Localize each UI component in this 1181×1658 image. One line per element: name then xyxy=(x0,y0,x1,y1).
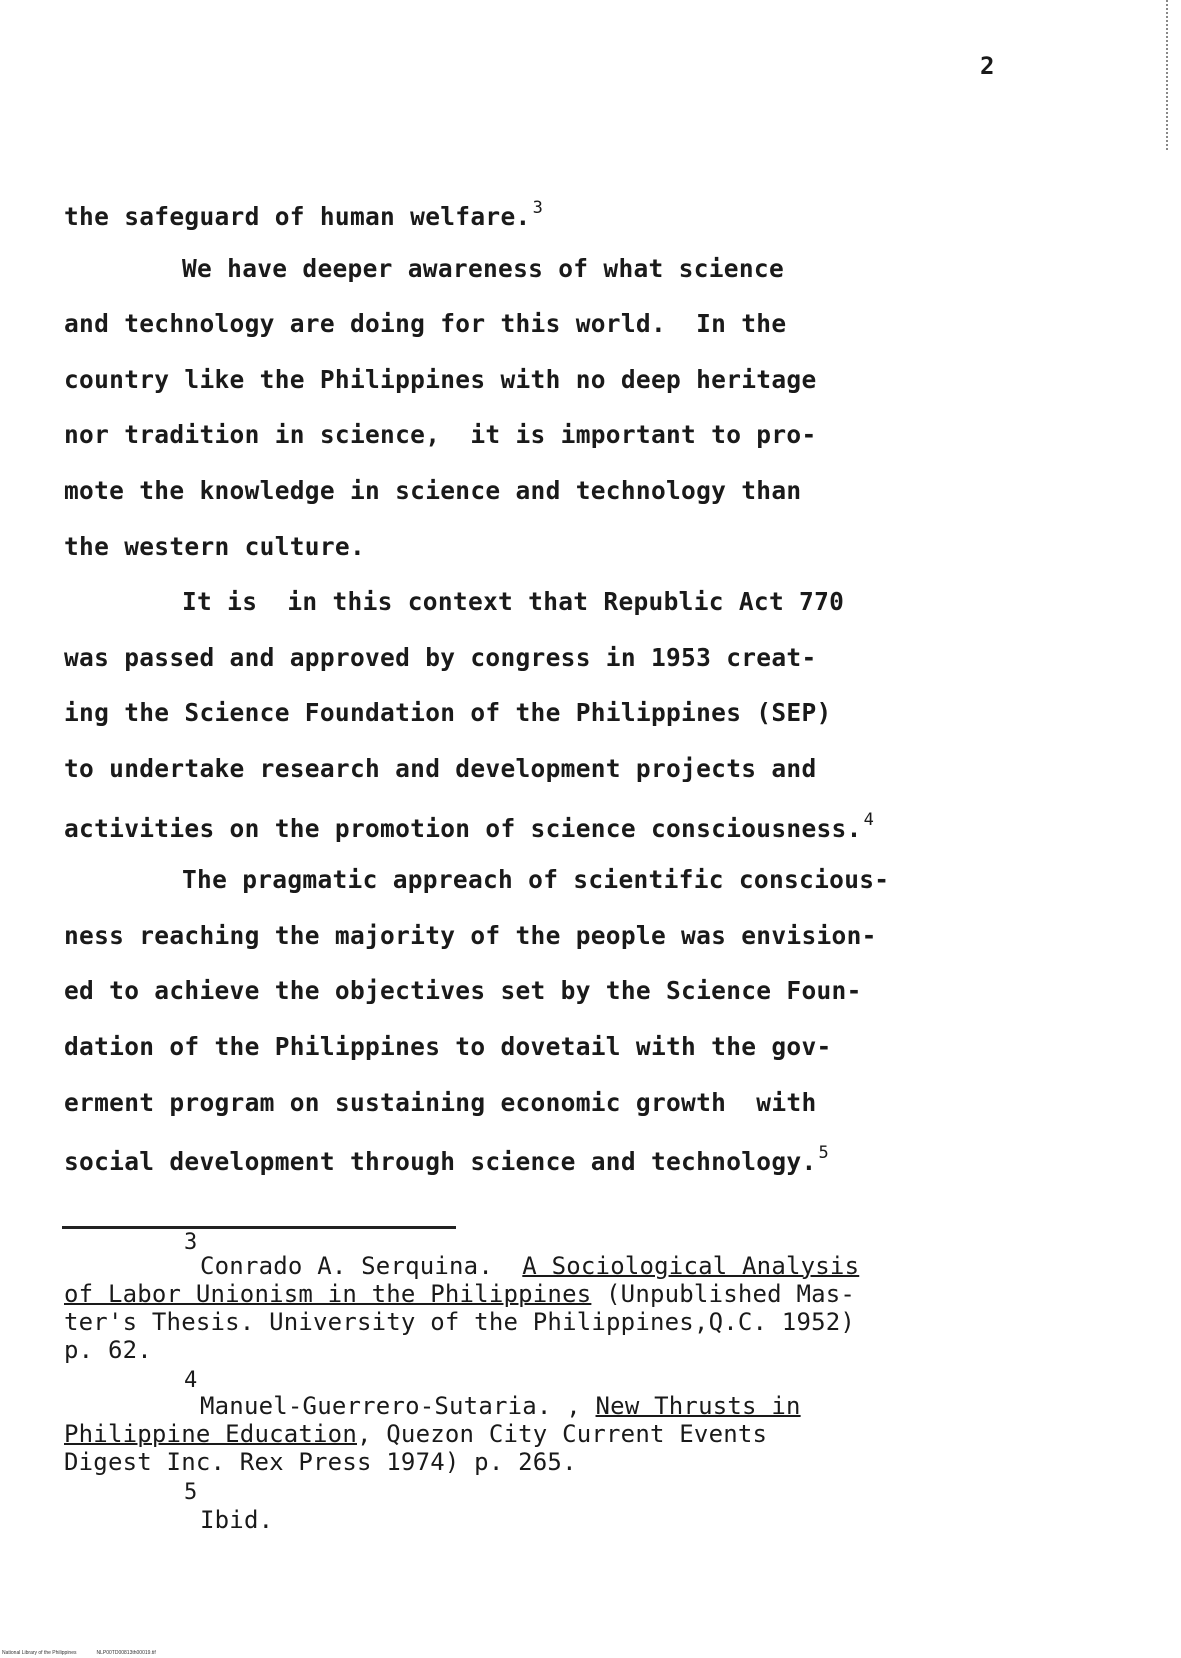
body-line xyxy=(64,1088,817,1117)
body-line-text: The pragmatic appreach of scientific conscious- xyxy=(182,865,890,894)
footnote-line xyxy=(64,1420,767,1448)
body-line-text: ed to achieve the objectives set by the Science Foun- xyxy=(64,976,862,1005)
footnote-title: New Thrusts in xyxy=(595,1392,801,1420)
body-line xyxy=(64,976,862,1005)
body-line xyxy=(64,810,874,843)
body-line xyxy=(182,587,844,616)
footnote-line: Digest Inc. Rex Press 1974) p. 265. xyxy=(64,1448,577,1476)
body-line xyxy=(64,309,786,338)
body-line xyxy=(64,754,817,783)
body-line-text: mote the knowledge in science and technology than xyxy=(64,476,802,505)
body-line xyxy=(64,476,801,505)
body-line xyxy=(64,1143,829,1176)
body-line-text: country like the Philippines with no deep heritage xyxy=(64,365,817,394)
footnote-number: 4 xyxy=(184,1368,198,1393)
body-line xyxy=(64,643,817,672)
body-line-text: social development through science and technology. xyxy=(64,1147,817,1176)
body-line-text: dation of the Philippines to dovetail with the gov- xyxy=(64,1032,832,1061)
body-line-text: We have deeper awareness of what science xyxy=(182,254,785,283)
footnote-title: A Sociological Analysis xyxy=(522,1252,860,1280)
footnote-line xyxy=(200,1252,859,1280)
body-line-text: ing the Science Foundation of the Philippines (SEP) xyxy=(64,698,832,727)
footnote-author: Manuel-Guerrero-Sutaria. , xyxy=(200,1392,596,1420)
body-line-text: It is in this context that Republic Act 770 xyxy=(182,587,845,616)
footnote-number: 3 xyxy=(184,1230,198,1255)
footnote-reference: 4 xyxy=(863,810,875,830)
footnote-author: Conrado A. Serquina. xyxy=(200,1252,523,1280)
footnote-title: of Labor Unionism in the Philippines xyxy=(64,1280,592,1308)
footer-library: National Library of the Philippines xyxy=(2,1650,77,1656)
body-line xyxy=(64,921,877,950)
footnote-line: Ibid. xyxy=(200,1506,274,1534)
footnote-number: 5 xyxy=(184,1480,198,1505)
body-line xyxy=(182,865,889,894)
footnote-title: Philippine Education xyxy=(64,1420,357,1448)
body-line-text: the safeguard of human welfare. xyxy=(64,202,531,231)
body-line-text: to undertake research and development projects and xyxy=(64,754,817,783)
footnote-line: ter's Thesis. University of the Philippines,Q.C. 1952) xyxy=(64,1308,856,1336)
body-line-text: was passed and approved by congress in 1953 creat- xyxy=(64,643,817,672)
body-line-text: activities on the promotion of science consciousness. xyxy=(64,814,862,843)
footnote-line xyxy=(64,1280,855,1308)
body-line xyxy=(64,532,365,561)
footnote-reference: 5 xyxy=(818,1143,830,1163)
body-line-text: ness reaching the majority of the people was envision- xyxy=(64,921,877,950)
body-line xyxy=(64,198,543,231)
body-line-text: and technology are doing for this world. In the xyxy=(64,309,787,338)
footnote-rule xyxy=(62,1226,456,1229)
body-line xyxy=(64,698,832,727)
body-line-text: nor tradition in science, it is important to pro- xyxy=(64,420,817,449)
footnote-line: p. 62. xyxy=(64,1336,152,1364)
footnote-text: , Quezon City Current Events xyxy=(356,1420,768,1448)
footer-filename: NLP00TD00813th00019.tif xyxy=(96,1650,156,1656)
footnote-reference: 3 xyxy=(532,198,544,218)
page-edge-mark xyxy=(1166,0,1168,150)
body-line-text: erment program on sustaining economic growth with xyxy=(64,1088,817,1117)
body-line xyxy=(64,365,817,394)
scan-footer xyxy=(2,1650,176,1656)
body-line xyxy=(64,1032,832,1061)
page-number: 2 xyxy=(980,52,995,80)
footnote-line xyxy=(200,1392,801,1420)
body-line xyxy=(182,254,784,283)
body-line-text: the western culture. xyxy=(64,532,366,561)
footnote-text: (Unpublished Mas- xyxy=(591,1280,856,1308)
body-line xyxy=(64,420,817,449)
